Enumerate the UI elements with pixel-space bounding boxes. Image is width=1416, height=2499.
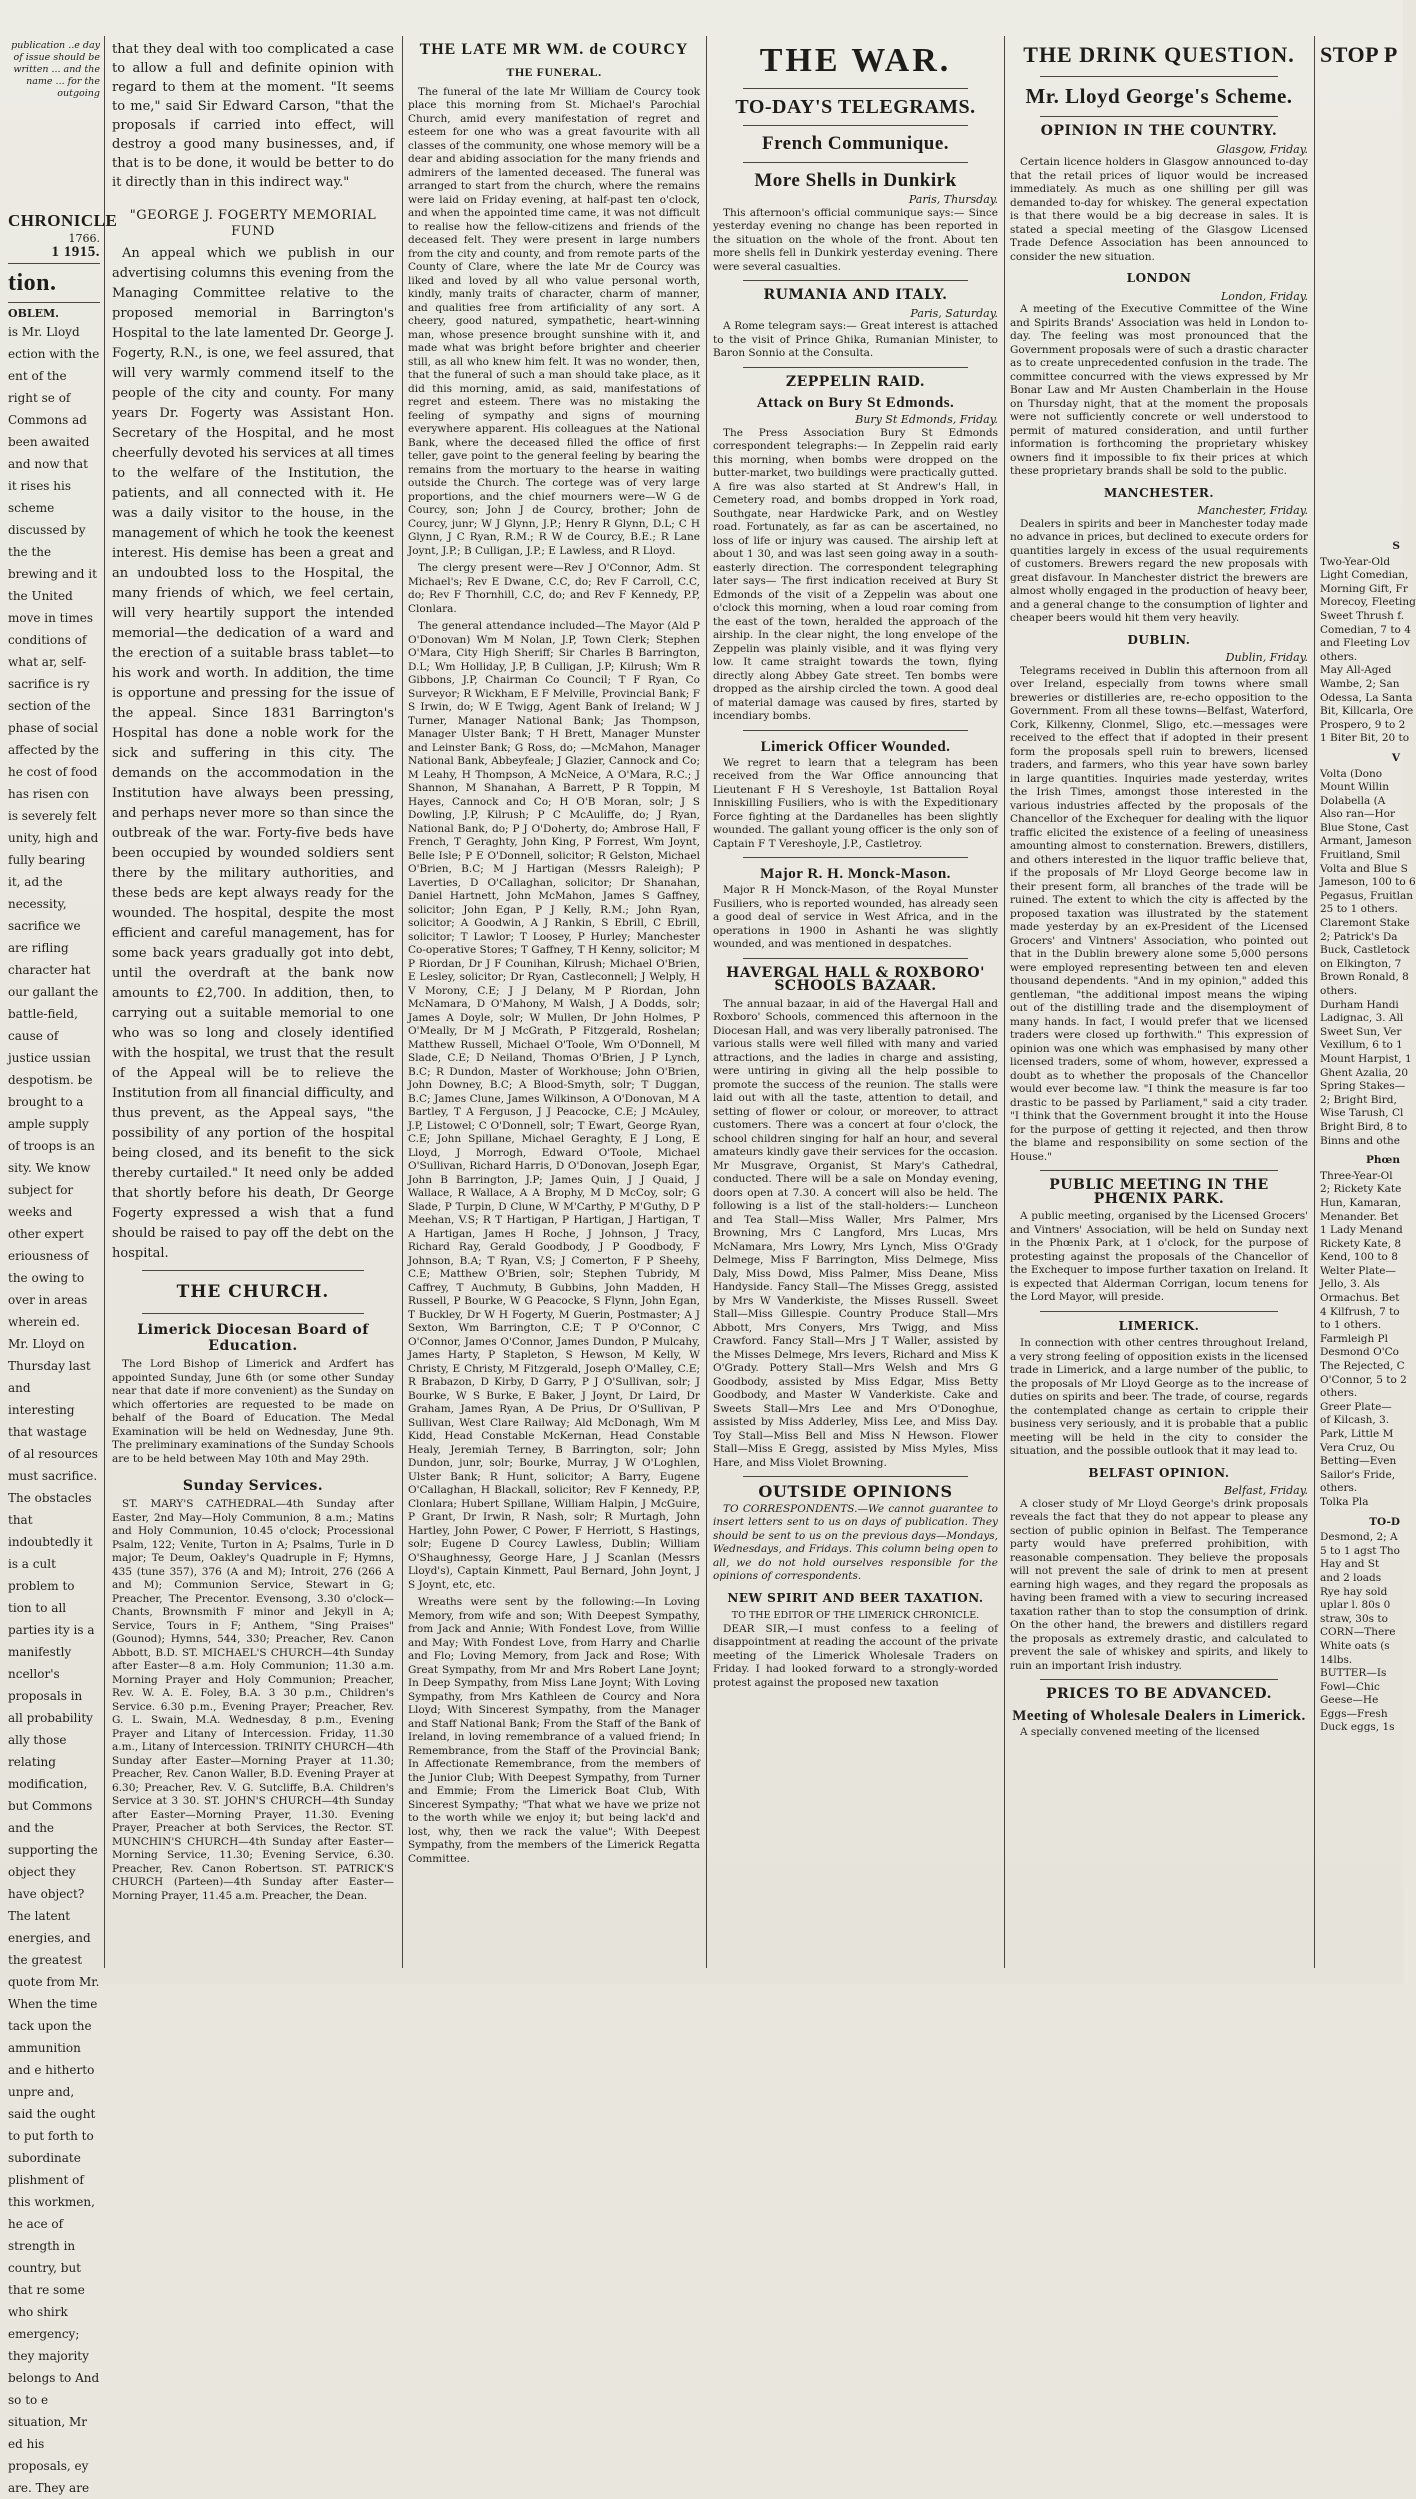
masthead-chronicle: CHRONICLE (8, 211, 118, 230)
spirit-heading: NEW SPIRIT AND BEER TAXATION. (727, 1590, 984, 1605)
result-line: Hay and St (1320, 1558, 1380, 1571)
column-rule (706, 36, 707, 1968)
dateline: Paris, Saturday. (910, 306, 998, 320)
result-line: Fruitland, Smil (1320, 849, 1401, 862)
result-line: Durham Handi (1320, 998, 1399, 1011)
zeppelin-text: The Press Association Bury St Edmonds correspondent telegraphs:— In Zeppelin raid early this morning, when bombs were dropped on the butter-market, two buildings were practically gutted. A fire was also started at St Andrew's Hall, in Cemetery road, and bombs dropped in York road, Southgate, near Hardwicke Park, and on Westley road. Fortunately, as far as can be ascertained, no loss of life or injury was caused. The airship left at about 1 30, and was last seen going away in a south-easterly direction. The correspondent telegraphing later says— The first indication received at Bury St Edmonds of the visit of a Zeppelin was about one o'clock this morning, when a loud roar coming from the east of the town, heralded the approach of the airship. In the clear night, the long envelope of the Zeppelin was plainly visible, and it was flying very low. It came straight towards the town, flying directly along Abbey Gate street. Ten bombs were dropped as the airship circled the town. A good deal of material damage was caused by fires, started by incendiary bombs. (713, 426, 998, 722)
stop-title: STOP P (1320, 42, 1398, 67)
dateline: London, Friday. (1220, 289, 1308, 303)
obituary-text-4: Wreaths were sent by the following:—In Loving Memory, from wife and son; With Deepest Sympathy, from Jack and Annie; With Fondest Love, from Willie and May; With Fondest Love, from Harry and Charlie and Flo; Loving Memory, from Jack and Rose; With Great Sympathy, from Mr and Mrs Robert Lane Joynt; In Deep Sympathy, from Miss Lane Joynt; With Loving Sympathy, from Mrs Kathleen de Courcy and Nora Lloyd; With Sincerest Sympathy, from the Manager and Staff National Bank; From the Staff of the Bank of Ireland, in loving remembrance of a valued friend; In Remembrance, from the Staff of the Provincial Bank; In Affectionate Remembrance, from the members of the Junior Club; With Deepest Sympathy, from Turner and Emmie; From the Limerick Boat Club, With Sincerest Sympathy; "That what we have we prize not to the worth while we enjoy it; but being lack'd and lost, why, then we rack the value"; With Deepest Sympathy, from the members of the Limerick Regatta Committee. (408, 1596, 700, 1865)
result-line: Jameson, 100 to 6 (1320, 876, 1416, 889)
column-rule (1004, 36, 1005, 1968)
result-line: and 2 loads (1320, 1571, 1382, 1584)
side-heading: V (1391, 751, 1400, 764)
result-line: Claremont Stake (1320, 917, 1410, 930)
result-line: Geese—He (1320, 1694, 1379, 1707)
result-line: Park, Little M (1320, 1428, 1394, 1440)
obituary-title: THE LATE MR WM. de COURCY (419, 41, 689, 58)
result-line: Binns and othe (1320, 1134, 1400, 1147)
scheme-heading: Mr. Lloyd George's Scheme. (1025, 84, 1293, 108)
result-line: Sweet Thrush f. (1320, 609, 1405, 622)
obituary-text-1: The funeral of the late Mr William de Courcy took place this morning from St. Michael's Parochial Church, amid every manifestation of regret and esteem for one who was a great favourite with all classes of the community, one whose memory will be a dear and abiding association for the many friends and admirers of the lamented deceased. The funeral was arranged to start from the church, where the remains were laid on Friday evening, at half-past ten o'clock, and when the appointed time came, it was not difficult to realise how the fellow-citizens and friends of the deceased felt. They were present in large numbers from the city and county, and from remote parts of the County of Clare, where the late Mr de Courcy was liked and loved by all who value personal worth, kindly, manly traits of character, charm of manner, and qualities free from artificiality of any sort. A cheery, good natured, sympathetic, heart-winning man, whose presence brought sunshine with it, and made what was bright before brighter and cheerier still, as all who knew him felt. It was no wonder, then, that the funeral of such a man should take place, as it did this morning, amid, as said, manifestations of regret and esteem. There was no mistaking the feeling of sympathy and signs of mourning everywhere apparent. His colleagues at the National Bank, where the deceased filled the office of first teller, gave point to the general feeling by bearing the remains from the mortuary to the hearse in waiting outside the Church. The cortege was of very large proportions, and the chief mourners were—W G de Courcy, son; John J de Courcy, brother; John de Courcy, junr; W J Glynn, J.P.; Henry R Glynn, D.L; C H Glynn, J C Ryan, R.M.; R W de Courcy, B.E.; R Lane Joynt, J.P.; B Culligan, J.P.; E Lawless, and R Lloyd. (408, 85, 700, 557)
result-line: 1 Lady Menand (1320, 1224, 1403, 1237)
result-line: Tolka Pla (1320, 1495, 1369, 1508)
drink-title: THE DRINK QUESTION. (1023, 42, 1295, 67)
fund-title: "GEORGE J. FOGERTY MEMORIAL FUND (129, 208, 377, 239)
result-line: Jello, 3. Als (1320, 1278, 1380, 1291)
manchester-text: Dealers in spirits and beer in Manchester today made no advance in prices, but declined to execute orders for quantities largely in excess of the usual requirements of customers. Brewers regard the new proposals with great disfavour. In Manchester district the brewers are almost wholly engaged in the production of heavy beer, and a general change to the consumption of lighter and cheaper beers would hit them very heavily. (1010, 517, 1309, 624)
result-line: 2; Patrick's Da (1320, 930, 1398, 943)
leader-heading: tion. (8, 270, 57, 296)
major-text: Major R H Monck-Mason, of the Royal Munster Fusiliers, who is reported wounded, has already seen a good deal of service in West Africa, and in the operations in 1900 in Ashanti he was slightly wounded, and was mentioned in despatches. (713, 884, 998, 950)
services-title: Sunday Services. (182, 1478, 324, 1494)
result-line: BUTTER—Is (1320, 1667, 1387, 1680)
letter-text: DEAR SIR,—I must confess to a feeling of disappointment at reading the account of the private meeting of the Limerick Wholesale Traders on Friday. I had looked forward to a strongly-worded protest against the proposed new taxation (713, 1622, 998, 1689)
racing-results (1320, 540, 1416, 1735)
services-text: ST. MARY'S CATHEDRAL—4th Sunday after Easter, 2nd May—Holy Communion, 8 a.m.; Matins and Holy Communion, 10.45 o'clock; Processional Psalm, 122; Venite, Turton in A; Psalms, Turle in D major; Te Deum, Oakley's Quadruple in F; Hymns, 435 (tune 357), 376 (A and M); Introit, 276 (266 A and M); Communion Service, Stewart in G; Preacher, The Precentor. Evensong, 3.30 o'clock—Chants, Brownsmith F minor and Jekyll in A; Service, Tours in F; Anthem, "Sing Praises" (Gounod); Hymns, 544, 330; Preacher, Rev. Canon Abbott, B.D. ST. MICHAEL'S CHURCH—4th Sunday after Easter—8 a.m. Holy Communion; 11.30 a.m. Morning Prayer and Holy Communion; Preacher, Rev. W. A. E. Foley, B.A. 3 30 p.m., Children's Service. 6.30 p.m., Evening Prayer; Preacher, Rev. G. L. Swain, M.A. Wednesday, 8 p.m., Evening Prayer and Litany of Intercession. Friday, 11.30 a.m., Litany of Intercession. TRINITY CHURCH—4th Sunday after Easter—Morning Prayer at 11.30; Preacher, Rev. Canon Waller, B.D. Evening Prayer at 6.30; Preacher, Rev. V. G. Sutcliffe, B.A. Children's Service at 3 30. ST. JOHN'S CHURCH—4th Sunday after Easter—Morning Prayer, 11.30. Evening Prayer, Preacher at both Services, the Rector. ST. MUNCHIN'S CHURCH—4th Sunday after Easter—Morning Service, 11.30; Evening Service, 6.30. Preacher, Rev. Canon Robertson. ST. PATRICK'S CHURCH (Parteen)—4th Sunday after Easter—Morning Prayer, 11.45 a.m. Preacher, the Dean. (112, 1498, 394, 1902)
result-line: Light Comedian, (1320, 569, 1409, 582)
church-title: THE CHURCH. (176, 1282, 330, 1302)
column-rule (402, 36, 403, 1968)
opinion-heading: OPINION IN THE COUNTRY. (1040, 123, 1278, 139)
result-line: Prospero, 9 to 2 (1320, 718, 1406, 731)
result-line: Blue Stone, Cast (1320, 821, 1409, 834)
result-line: Rickety Kate, 8 (1320, 1237, 1402, 1250)
result-line: Fowl—Chic (1320, 1680, 1380, 1693)
result-line: of Kilcash, 3. (1320, 1414, 1390, 1427)
obituary-text-2: The clergy present were—Rev J O'Connor, Adm. St Michael's; Rev E Dwane, C.C, do; Rev F Carroll, C.C, do; Rev F Thornhill, C.C, do; and Rev F Kennedy, P.P, Clonlara. (408, 562, 700, 615)
result-line: 2; Bright Bird, (1320, 1093, 1397, 1106)
result-line: Sailor's Fride, (1320, 1468, 1396, 1481)
column-rule (1314, 36, 1315, 1968)
wholesale-text: A specially convened meeting of the licensed (1020, 1725, 1260, 1738)
result-line: Also ran—Hor (1320, 808, 1396, 821)
result-line: White oats (s (1320, 1639, 1390, 1652)
result-line: Menander. Bet (1320, 1210, 1399, 1223)
london-text: A meeting of the Executive Committee of the Wine and Spirits Brands' Association was held in London to-day. The feeling was most pronounced that the Government proposals were of such a drastic character as to create unprecedented confusion in the trade. The committee concurred with the views expressed by Mr Bonar Law and Mr Austen Chamberlain in the House on Thursday night, that at the moment the proposals were not sufficiently concrete or well understood to permit of matured consideration, and until further information is forthcoming the proprietary whiskey owners find it impossible to fix their prices at which these proprietary brands shall be sold to the public. (1010, 303, 1308, 477)
result-line: 5 to 1 agst Tho (1320, 1544, 1400, 1557)
result-line: Vexillum, 6 to 1 (1320, 1039, 1403, 1052)
result-line: Pegasus, Fruitlan (1320, 889, 1414, 902)
dateline: Belfast, Friday. (1223, 1484, 1308, 1497)
phoenix-heading: PUBLIC MEETING IN THE PHŒNIX PARK. (1049, 1177, 1269, 1207)
belfast-heading: BELFAST OPINION. (1088, 1465, 1230, 1480)
result-line: CORN—There (1320, 1626, 1396, 1639)
result-line: others. (1320, 650, 1358, 663)
result-line: straw, 30s to (1320, 1612, 1388, 1625)
result-line: Desmond, 2; A (1320, 1531, 1398, 1544)
result-line: Wise Tarush, Cl (1320, 1107, 1404, 1120)
limerick-text: In connection with other centres throughout Ireland, a very strong feeling of opposition exists in the licensed trade in Limerick, and a large number of the public, to the proposals of Mr Lloyd George as to the increase of duties on spirits and beer. The trade, of course, regards the contemplated change as certain to cripple their business very seriously, and it is probable that a public meeting will be held in the city to consider the situation, and the possible outlook that it may lead to. (1010, 1337, 1308, 1457)
result-line: 14lbs. (1320, 1653, 1353, 1666)
war-title: THE WAR. (759, 42, 952, 79)
side-heading: TO-D (1369, 1515, 1400, 1528)
result-line: Morecoy, Fleeting (1320, 596, 1416, 609)
result-line: others. (1320, 985, 1358, 997)
column-rule (104, 36, 105, 1968)
column-4 (713, 40, 998, 1964)
carson-text: that they deal with too complicated a case to allow a full and definite opinion with regard to them at the moment. "It seems to me," said Sir Edward Carson, "that the proposals if carried into effect, will destroy a good many businesses, and, if that is to be done, it would be better to do it directly than in this indirect way." (112, 42, 394, 190)
result-line: others. (1320, 1482, 1358, 1495)
dateline: Paris, Thursday. (908, 193, 998, 206)
column-6 (1320, 40, 1416, 1964)
result-line: The Rejected, C (1320, 1360, 1405, 1373)
masthead-year: 1766. (68, 232, 100, 245)
obituary-text-3: The general attendance included—The Mayor (Ald P O'Donovan) Wm M Nolan, J.P, Town Clerk; Stephen O'Mara, City High Sheriff; Sir Charles B Barrington, D.L; Wm Holliday, J.P, B Culligan, J.P; Kilrush; Wm R Gibbons, J.P, Chairman Co Council; T F Ryan, Co Surveyor; R Wickham, E F Melville, Provincial Bank; F S Irwin, do; W E Twigg, Agent Bank of Ireland; W J Turner, Manager National Bank; Jas Thompson, Manager Ulster Bank; T H Brett, Manager Munster and Leinster Bank; G Ross, do; —McMahon, Manager National Bank, Abbeyfeale; J Glazier, Cannock and Co; M Leahy, H Thompson, A McNeice, A O'Mara, R.C.; J Shannon, M Shanahan, A Barrett, P R Toppin, M Hayes, Cannock and Co; H O'B Moran, solr; J S Dowling, J.P, Kilrush; P C McAuliffe, do; J Ryan, National Bank, do; P J O'Doherty, do; Ambrose Hall, F French, T Geraghty, John King, P Forrest, Wm Joynt, Belle Isle; P E O'Donnell, solicitor; R Gelston, Michael O'Brien, B.C; M J Hartigan (Messrs Raleigh); P Laverties, D O'Callaghan, solicitor; Dr Shanahan, Daniel Hartnett, John McMahon, James S Gaffney, solicitor; John Egan, P J Kelly, R.M.; John Ryan, solicitor; A Goodwin, A J Rankin, S Ebrill, C Ebrill, solicitor; T Lawlor; T Loosey, P Hurley; Manchester Co-operative Stores; T Gaffney, T H Kenny, solicitor; M P Riordan, Dr J F Counihan, Kilrush; Michael O'Brien, E Lesley, solicitor; Dr Ryan, Castleconnell; J Welply, H V Morony, C.E; J J Delany, M P Riordan, John McNamara, D O'Mahony, M Walsh, J A Dodds, solr; James A Doyle, solr; W Mullen, Dr John Holmes, P O'Meally, Dr M J McGrath, P Fitzgerald, Roshelan; Matthew Russell, Michael O'Toole, Wm O'Donnell, M Slade, C.E; D Neiland, Thomas O'Brien, J P Lynch, B.C; R Dundon, Master of Workhouse; John O'Brien, John Downey, B.C; A Blood-Smyth, solr; T Duggan, B.C; James Clune, James Wilkinson, A O'Donovan, M A Bartley, T A Ferguson, J J Peacocke, C.E; J McAuley, J.P, Listowel; C O'Donnell, solr; T Ewart, George Ryan, C.E; John Spillane, Michael Geraghty, E J Long, E Lloyd, J Morrogh, Edward O'Toole, Michael O'Sullivan, Richard Harris, D O'Donovan, Joseph Egar, John B Barrington, J.P; James Quin, J J Quaid, J Wallace, R Wallace, A A Brophy, M D McCoy, solr; G Slade, P Turpin, D Clune, W M'Carthy, P M'Guthy, D P Meehan, V.S; R T Hartigan, P Hartigan, J Hartigan, T A Hartigan, James H Roche, J Johnson, J Tracy, Richard Ray, Gerald Goodbody, J P Goodbody, F Johnson, B.A; T Ryan, V.S; J Comerton, F P Sheehy, C.E; Matthew O'Brien, solr; Stephen Tubridy, M Caffrey, T Auchmuty, B Gubbins, John Madden, H Russell, P Bourke, W G Peacocke, S Flynn, John Egan, T Buckley, Dr W H Fogerty, M Guerin, Postmaster; A J Sexton, Wm Barrington, C.E; T P O'Connor, C O'Connor, James O'Connor, James Dundon, P Mulcahy, James Harty, P Stapleton, S Hewson, M Kelly, W Christy, E Christy, M Fitzgerald, Joseph O'Malley, C.E; R Brabazon, D Kirby, D Garry, P J O'Sullivan, solr; J Bourke, W S Burke, E Baker, J Joynt, Dr Laird, Dr Graham, James Ryan, A De Prius, Dr O'Sullivan, P Sullivan, West Clare Railway; Ald McDonagh, Wm M Kidd, Head Constable McKernan, Head Constable Healy, Jeremiah Terney, B Barrington, solr; John Dundon, junr, solr; Bourke, Murray, J W O'Loghlen, Ulster Bank; R Hunt, solicitor; A Barry, Eugene O'Callaghan, H Blackall, solicitor; Rev F Kennedy, P.P, Clonlara; Hubert Spillane, William Halpin, J McGuire, P Grant, Dr Irwin, R Nash, solr; R Murtagh, John Hartley, John Power, C Power, F Herriott, S Hastings, solr; Eugene D Courcy Lawless, Dublin; William O'Shaughnessy, George Hare, J J Scanlan (Messrs Lloyd's), Captain Kinmett, Paul Bernard, John Joynt, J S Joynt, etc, etc. (408, 620, 700, 1591)
result-line: 1 Biter Bit, 20 to (1320, 732, 1410, 745)
result-line: Spring Stakes— (1320, 1080, 1406, 1093)
glasgow-text: Certain licence holders in Glasgow announced to-day that the retail prices of liquor would be increased immediately. As much as one shilling per gill was demanded to-day for whiskey. The general expectation is that there would be a big decrease in sales. It is stated a special meeting of the Glasgow Licensed Trade Defence Association has been announced to consider the new situation. (1010, 156, 1308, 263)
column-3 (408, 40, 700, 1964)
dateline: Dublin, Friday. (1225, 651, 1308, 664)
result-line: on Elkington, 7 (1320, 957, 1402, 970)
zeppelin-heading: ZEPPELIN RAID. (785, 373, 926, 390)
result-line: Comedian, 7 to 4 (1320, 623, 1411, 636)
result-line: Duck eggs, 1s (1320, 1721, 1395, 1734)
london-heading: LONDON (1126, 271, 1192, 285)
result-line: Farmleigh Pl (1320, 1332, 1388, 1345)
outside-heading: OUTSIDE OPINIONS (758, 1482, 953, 1501)
officer-heading: Limerick Officer Wounded. (760, 738, 951, 755)
result-line: Odessa, La Santa (1320, 691, 1413, 704)
to-editor: TO THE EDITOR OF THE LIMERICK CHRONICLE. (731, 1610, 980, 1621)
result-line: Vera Cruz, Ou (1320, 1441, 1395, 1454)
belfast-text: A closer study of Mr Lloyd George's drink proposals reveals the fact that they do not appear to please any section of public opinion in Belfast. The Temperance party would have preferred prohibition, with reasonable compensation. They believe the proposals will not prevent the sale of drink to men at present earning high wages, and they regard the proposals as having been framed with a view to securing increased taxation rather than to stop the consumption of drink. On the other hand, the brewers and distillers regard the proposals as extremely drastic, and calculated to prevent the sale of whiskey and spirits, and likely to ruin an important Irish industry. (1010, 1497, 1308, 1672)
result-line: Morning Gift, Fr (1320, 582, 1408, 595)
result-line: 2; Rickety Kate (1320, 1183, 1402, 1196)
result-line: O'Connor, 5 to 2 (1320, 1373, 1407, 1386)
result-line: Dolabella (A (1320, 794, 1386, 807)
french-text: This afternoon's official communique says:— Since yesterday evening no change has been reported in the situation on the whole of the front. About ten more shells fell in Dunkirk yesterday evening. There were several casualties. (713, 206, 998, 273)
prices-heading: PRICES TO BE ADVANCED. (1046, 1686, 1272, 1702)
dateline: Manchester, Friday. (1197, 504, 1308, 517)
masthead-date: 1 1915. (51, 243, 100, 260)
dateline: Bury St Edmonds, Friday. (855, 413, 998, 426)
fund-text: An appeal which we publish in our advertising columns this evening from the Managing Committee relative to the proposed memorial in Barrington's Hospital to the late lamented Dr. George J. Fogerty, R.N., is one, we feel assured, that will very warmly commend itself to the people of the city and county. For many years Dr. Fogerty was Assistant Hon. Secretary of the Hospital, and he most cheerfully devoted his services at all times to the welfare of the Institution, the patients, and all connected with it. He was a daily visitor to the house, in the management of which he took the keenest interest. His demise has been a great and an undoubted loss to the Hospital, the many friends of which, we feel certain, will very heartily support the intended memorial—the dedication of a ward and the erection of a suitable brass tablet—to his work and worth. In addition, the time is opportune and pressing for the issue of the appeal. Since 1831 Barrington's Hospital has done a noble work for the sick and suffering in this city. The demands on the accommodation in the Institution have always been pressing, and perhaps never more so than since the outbreak of the war. Forty-five beds have been occupied by wounded soldiers sent there by the military authorities, and these beds are kept always ready for the wounded. The hospital, despite the most efficient and careful management, has for some back years gradually got into debt, until the overdraft at the bank now amounts to £2,700. In addition, then, to carrying out a suitable memorial to one who was so long and closely identified with the hospital, we trust that the result of the Appeal will be to relieve the Institution from all financial difficulty, and thus prevent, as the Appeal says, "the possibility of any portion of the hospital being closed, and its benefit to the sick thereby curtailed." It need only be added that shortly before his death, Dr George Fogerty expressed a wish that a fund should be raised to pay off the debt on the hospital. (112, 246, 394, 1261)
result-line: Two-Year-Old (1320, 555, 1391, 568)
result-line: Rye hay sold (1320, 1585, 1388, 1598)
result-line: Ghent Azalia, 20 (1320, 1066, 1409, 1079)
officer-text: We regret to learn that a telegram has been received from the War Office announcing that Lieutenant F H S Vereshoyle, 1st Battalion Royal Inniskilling Fusiliers, who is with the Expeditionary Force fighting at the Dardanelles has been slightly wounded. The gallant young officer is the only son of Captain F T Vereshoyle, J.P., Castletroy. (713, 756, 998, 850)
result-line: 25 to 1 others. (1320, 903, 1398, 916)
result-line: Bright Bird, 8 to (1320, 1120, 1408, 1133)
result-line: Wambe, 2; San (1320, 677, 1400, 690)
result-line: Kend, 100 to 8 (1320, 1251, 1398, 1264)
column-2 (112, 40, 394, 1964)
correspondents-notice: TO CORRESPONDENTS.—We cannot guarantee to insert letters sent to us on days of publication. They should be sent to us on the previous days—Mondays, Wednesdays, and Fridays. This column being open to all, we do not hold ourselves responsible for the opinions of correspondents. (713, 1502, 998, 1582)
result-line: Ormachus. Bet (1320, 1292, 1400, 1305)
result-line: and Fleeting Lov (1320, 637, 1410, 650)
result-line: others. (1320, 1387, 1358, 1400)
shells-heading: More Shells in Dunkirk (754, 170, 957, 191)
side-heading: S (1392, 540, 1400, 552)
result-line: Hun, Kamaran, (1320, 1196, 1402, 1209)
notice-text: publication ..e day of issue should be written ... and the name ... for the outgoing (11, 40, 100, 99)
result-line: Greer Plate— (1320, 1400, 1392, 1413)
attack-heading: Attack on Bury St Edmonds. (756, 395, 955, 411)
result-line: Welter Plate— (1320, 1264, 1396, 1277)
result-line: Sweet Sun, Ver (1320, 1025, 1402, 1038)
limerick-heading: LIMERICK. (1118, 1318, 1200, 1333)
result-line: Eggs—Fresh (1320, 1707, 1388, 1720)
result-line: Betting—Even (1320, 1455, 1397, 1468)
result-line: 4 Kilfrush, 7 to (1320, 1305, 1400, 1318)
dublin-heading: DUBLIN. (1127, 632, 1191, 647)
board-title: Limerick Diocesan Board of Education. (137, 1322, 369, 1354)
leader-text: is Mr. Lloyd ection with the ent of the right se of Commons ad been awaited and now that it rises his scheme discussed by the the brewing and it the United move in times conditions of what ar, self-sacrifice is ry section of the phase of social affected by the he cost of food has risen con is severely felt unity, high and fully bearing it, ad the necessity, sacrifice we are rifling character hat our gallant the battle-field, cause of justice ussian despotism. be brought to a ample supply of troops is an sity. We know subject for weeks and other expert eriousness of the owing to over in areas wherein ed. Mr. Lloyd on Thursday last and interesting that wastage of al resources must sacrifice. The obstacles that indoubtedly it is a cult problem to tion to all parties ity is a manifestly ncellor's proposals in all probability ally those relating modification, but Commons and the supporting the object they have object? The latent energies, and the greatest quote from Mr. When the time tack upon the ammunition and e hitherto unpre and, said the ought to put forth to subordinate plishment of this workmen, he ace of strength in country, but that re some who shirk emergency; they majority belongs to And so to e situation, Mr ed his proposals, ey are. They are (8, 324, 100, 2495)
result-line: Brown Ronald, 8 (1320, 971, 1409, 984)
dateline: Glasgow, Friday. (1216, 142, 1308, 156)
side-heading: Phœn (1366, 1154, 1400, 1167)
phoenix-text: A public meeting, organised by the Licensed Grocers' and Vintners' Association, will be held on Sunday next in the Phœnix Park, at 1 o'clock, for the purpose of protesting against the proposals of the Chancellor of the Exchequer to impose further taxation on Ireland. It is expected that Alderman Corrigan, locum tenens for the Lord Mayor, will preside. (1010, 1210, 1308, 1303)
board-text: The Lord Bishop of Limerick and Ardfert has appointed Sunday, June 6th (or some other Sunday near that date if more convenient) as the Sunday on which offertories are requested to be made on behalf of the Board of Education. The Medal Examination will be held on Wednesday, June 9th. The preliminary examinations of the Sunday Schools are to be held between May 10th and May 29th. (112, 1358, 394, 1465)
column-1 (8, 40, 118, 2495)
leader-subhead: OBLEM. (8, 307, 60, 320)
column-5 (1010, 40, 1308, 1964)
dublin-text: Telegrams received in Dublin this afternoon from all over Ireland, especially from towns where small breweries or distilleries are, re-echo opposition to the Government. From all these towns—Belfast, Waterford, Cork, Kilkenny, Clonmel, Sligo, etc.—messages were received to the effect that if adopted in their present form the proposals spell ruin to brewers, licensed traders, and farmers, who this year have sown barley in large quantities. Inquiries made yesterday, writes the Irish Times, amongst those interested in the various industries affected by the proposals of the Chancellor of the Exchequer for dealing with the liquor traffic elicited the existence of a feeling of uneasiness amounting almost to consternation. Brewers, distillers, and others interested in the liquor traffic believe that, if the proposals of Mr Lloyd George become law in their present form, all branches of the trade will be ruined. The extent to which the city is affected by the proposed taxation was illustrated by the statement made yesterday by an ex-President of the Licensed Grocers' and Vintners' Association, who pointed out that in the Dublin brewery alone some 5,000 persons were employed representing between ten and eleven thousand dependents. "And in my opinion," added this gentleman, "the additional impost means the wiping out of the distilling trade and the disemployment of many hands. In fact, I would prefer that we licensed traders were closed up forthwith." This expression of opinion was one which was emphasised by many other licensed traders, some of whom, however, expressed a doubt as to whether the proposals of the Chancellor would ever become law. "I think the measure is far too drastic to be passed by Parliament," said a city trader. "I think that the Government brought it into the House for the purpose of getting it rejected, and then throw the blame and responsibility on some section of the House." (1010, 664, 1308, 1163)
major-heading: Major R. H. Monck-Mason. (760, 866, 951, 882)
havergal-text: The annual bazaar, in aid of the Havergal Hall and Roxboro' Schools, commenced this afternoon in the Diocesan Hall, and was very liberally patronised. The various stalls were well filled with many and varied attractions, and the ladies in charge and assisting, were untiring in giving all the help possible to promote the success of the reunion. The stalls were laid out with all the taste, attention to detail, and setting of flower or colour, or moreover, to attract customers. There was a concert at four o'clock, the school children singing for half an hour, and several amateurs kindly gave their services for the occasion. Mr Musgrave, Organist, St Mary's Cathedral, conducted. There will be a sale on Monday evening, doors open at 7.30. A concert will also be held. The following is a list of the stall-holders:— Luncheon and Tea Stall—Miss Waller, Mrs Palmer, Mrs Browning, Mrs C Langford, Mrs Lucas, Mrs McNamara, Mrs Lowry, Mrs Lynch, Miss O'Grady Delmege, Miss F Barrington, Miss Delmege, Miss Daly, Miss Dowd, Miss Palmer, Miss Deane, Miss Handyside. Fancy Stall—The Misses Gregg, assisted by Mrs W Vanderkiste, the Misses Russell. Sweet Stall—Miss Gillespie. Country Produce Stall—Mrs Abbott, Mrs Conyers, Mrs Twigg, and Miss Crawford. Fancy Stall—Mrs J T Waller, assisted by the Misses Delmege, Mrs Ievers, Richard and Miss K O'Grady. Pottery Stall—Mrs Welsh and Mrs G Goodbody, assisted by Miss Edgar, Miss Betty Goodbody, and Master W Vanderkiste. Cake and Sweets Stall—Mrs Lee and Mrs O'Donoghue, assisted by Miss Adderley, Miss Lee, and Miss Day. Toy Stall—Miss Bell and Miss N Hewson. Flower Stall—Miss E Gregg, assisted by Miss Myles, Miss Hare, and Miss Violet Browning. (713, 997, 998, 1469)
wholesale-heading: Meeting of Wholesale Dealers in Limerick. (1012, 1707, 1306, 1724)
rumania-text: A Rome telegram says:— Great interest is attached to the visit of Prince Ghika, Rumanian Minister, to Baron Sonnio at the Consulta. (713, 320, 998, 359)
manchester-heading: MANCHESTER. (1104, 485, 1214, 500)
result-line: Mount Willin (1320, 781, 1389, 794)
result-line: Ladignac, 3. All (1320, 1012, 1404, 1025)
result-line: Desmond O'Co (1320, 1346, 1399, 1359)
obituary-subtitle: THE FUNERAL. (506, 65, 602, 79)
telegrams-heading: TO-DAY'S TELEGRAMS. (735, 96, 976, 118)
result-line: Volta and Blue S (1320, 862, 1408, 875)
result-line: Buck, Castletock (1320, 944, 1410, 957)
result-line: to 1 others. (1320, 1319, 1382, 1332)
havergal-heading: HAVERGAL HALL & ROXBORO' SCHOOLS BAZAAR. (726, 964, 985, 994)
result-line: uplar l. 80s 0 (1320, 1599, 1391, 1612)
result-line: Armant, Jameson (1320, 835, 1412, 848)
french-heading: French Communique. (761, 133, 950, 154)
result-line: Bit, Killcarla, Ore (1320, 705, 1414, 718)
result-line: Volta (Dono (1320, 767, 1383, 780)
result-line: Mount Harpist, 1 (1320, 1052, 1412, 1065)
result-line: May All-Aged (1320, 664, 1392, 677)
result-line: Three-Year-Ol (1320, 1169, 1393, 1182)
rumania-heading: RUMANIA AND ITALY. (763, 287, 948, 303)
